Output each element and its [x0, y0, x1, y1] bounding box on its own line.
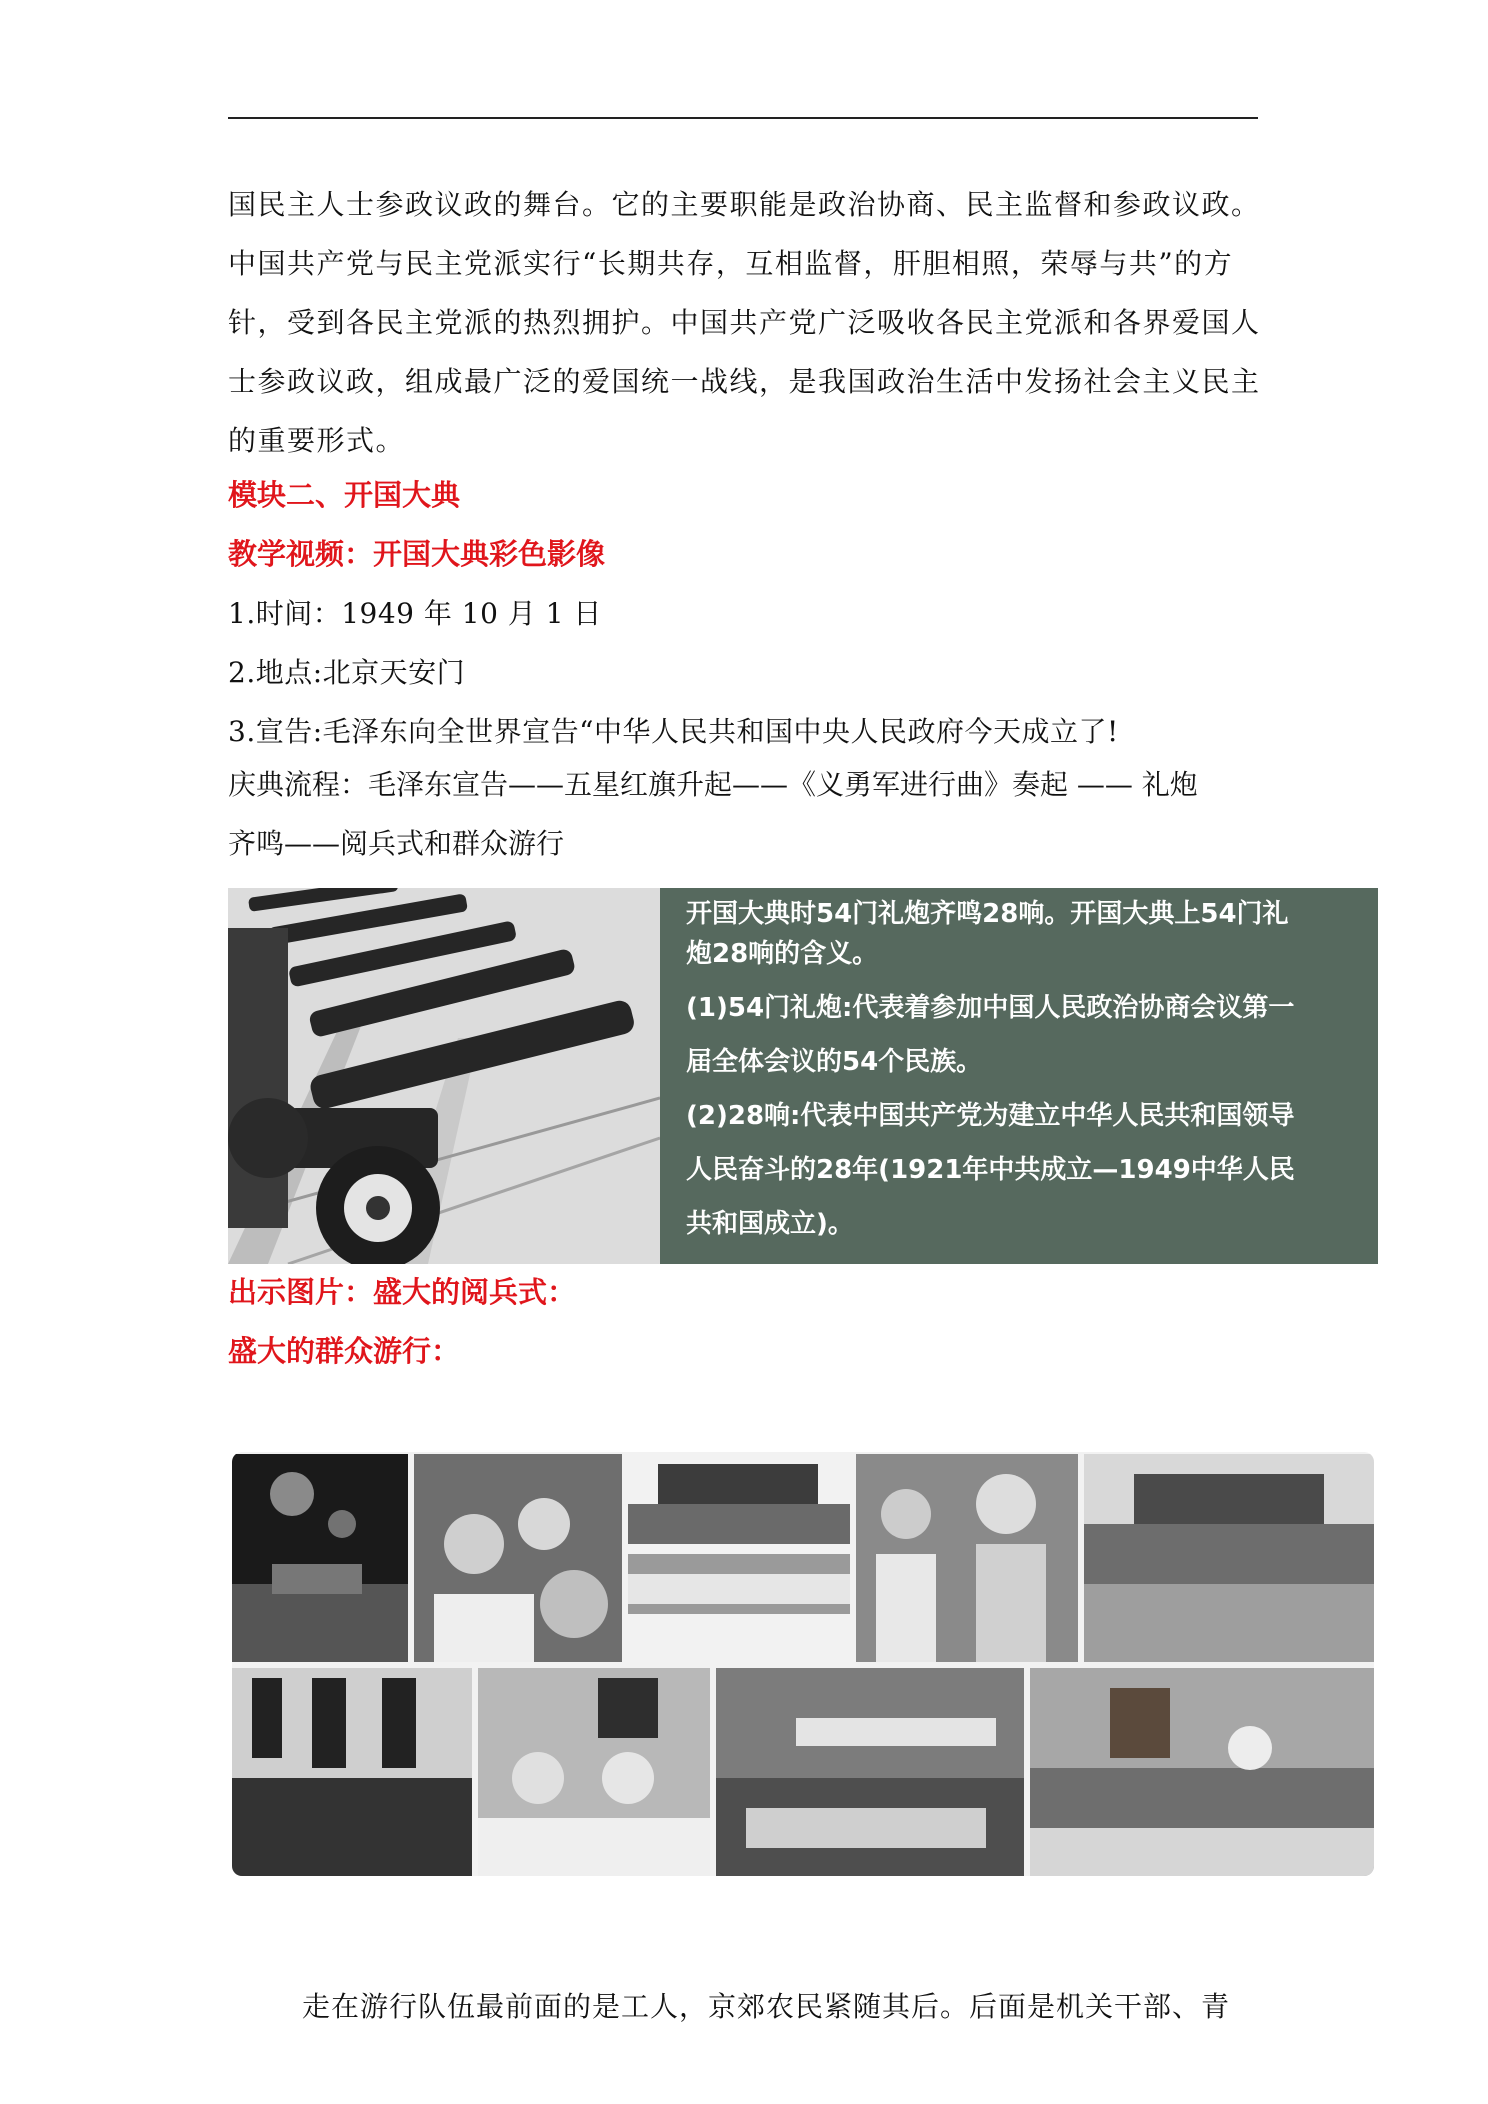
ceremony-flow: [228, 755, 1258, 873]
announce-item: 3.宣告:毛泽东向全世界宣告“中华人民共和国中央人民政府今天成立了!: [228, 715, 1119, 748]
paragraph-line: 中国共产党与民主党派实行“长期共存，互相监督，肝胆相照，荣辱与共”的方: [228, 247, 1234, 280]
fireworks-photo: [232, 1454, 408, 1662]
parade-review-heading: 出示图片：盛大的阅兵式：: [228, 1275, 577, 1309]
paragraph-line: 士参政议政，组成最广泛的爱国统一战线，是我国政治生活中发扬社会主义民主: [228, 365, 1261, 398]
salute-cannon-banner: [228, 888, 1378, 1264]
youth-parade-photo: [478, 1668, 710, 1876]
parade-photo-gallery: [232, 1452, 1374, 1876]
flow-line: 庆典流程：毛泽东宣告——五星红旗升起——《义勇军进行曲》奏起 —— 礼炮: [228, 768, 1198, 801]
panel-line: (1)54门礼炮:代表着参加中国人民政治协商会议第一: [686, 993, 1295, 1023]
time-item: 1.时间：1949 年 10 月 1 日: [228, 597, 602, 630]
module-heading: 模块二、开国大典: [228, 478, 461, 512]
gate-crowd-photo: [1084, 1454, 1374, 1662]
cheering-children-photo: [414, 1454, 622, 1662]
mass-parade-heading: 盛大的群众游行：: [228, 1334, 461, 1368]
paragraph-line: 针，受到各民主党派的热烈拥护。中国共产党广泛吸收各民主党派和各界爱国人: [228, 306, 1261, 339]
place-item: 2.地点:北京天安门: [228, 656, 466, 689]
panel-line: 届全体会议的54个民族。: [686, 1047, 983, 1077]
portrait-procession-photo: [1030, 1668, 1374, 1876]
panel-line: 共和国成立)。: [686, 1209, 854, 1239]
intro-paragraph: [228, 175, 1261, 470]
salute-explanation-panel: [660, 888, 1378, 1264]
paragraph-line: 国民主人士参政议政的舞台。它的主要职能是政治协商、民主监督和参政议政。: [228, 188, 1261, 221]
banner-march-photo: [716, 1668, 1024, 1876]
paragraph-line: 的重要形式。: [228, 424, 406, 457]
video-heading: 教学视频：开国大典彩色影像: [228, 537, 606, 571]
dancers-photo: [856, 1454, 1078, 1662]
cannon-photo: [228, 888, 660, 1264]
panel-line: (2)28响:代表中国共产党为建立中华人民共和国领导: [686, 1101, 1295, 1131]
panel-line: 人民奋斗的28年(1921年中共成立—1949中华人民: [686, 1155, 1295, 1185]
flags-crowd-photo: [232, 1668, 472, 1876]
flow-line: 齐鸣——阅兵式和群众游行: [228, 827, 565, 860]
panel-line: 开国大典时54门礼炮齐鸣28响。开国大典上54门礼: [686, 899, 1289, 929]
header-rule: [228, 117, 1258, 119]
closing-paragraph: 走在游行队伍最前面的是工人，京郊农民紧随其后。后面是机关干部、青: [302, 1990, 1231, 2023]
tiananmen-march-photo: [628, 1454, 850, 1662]
panel-line: 炮28响的含义。: [686, 939, 879, 969]
